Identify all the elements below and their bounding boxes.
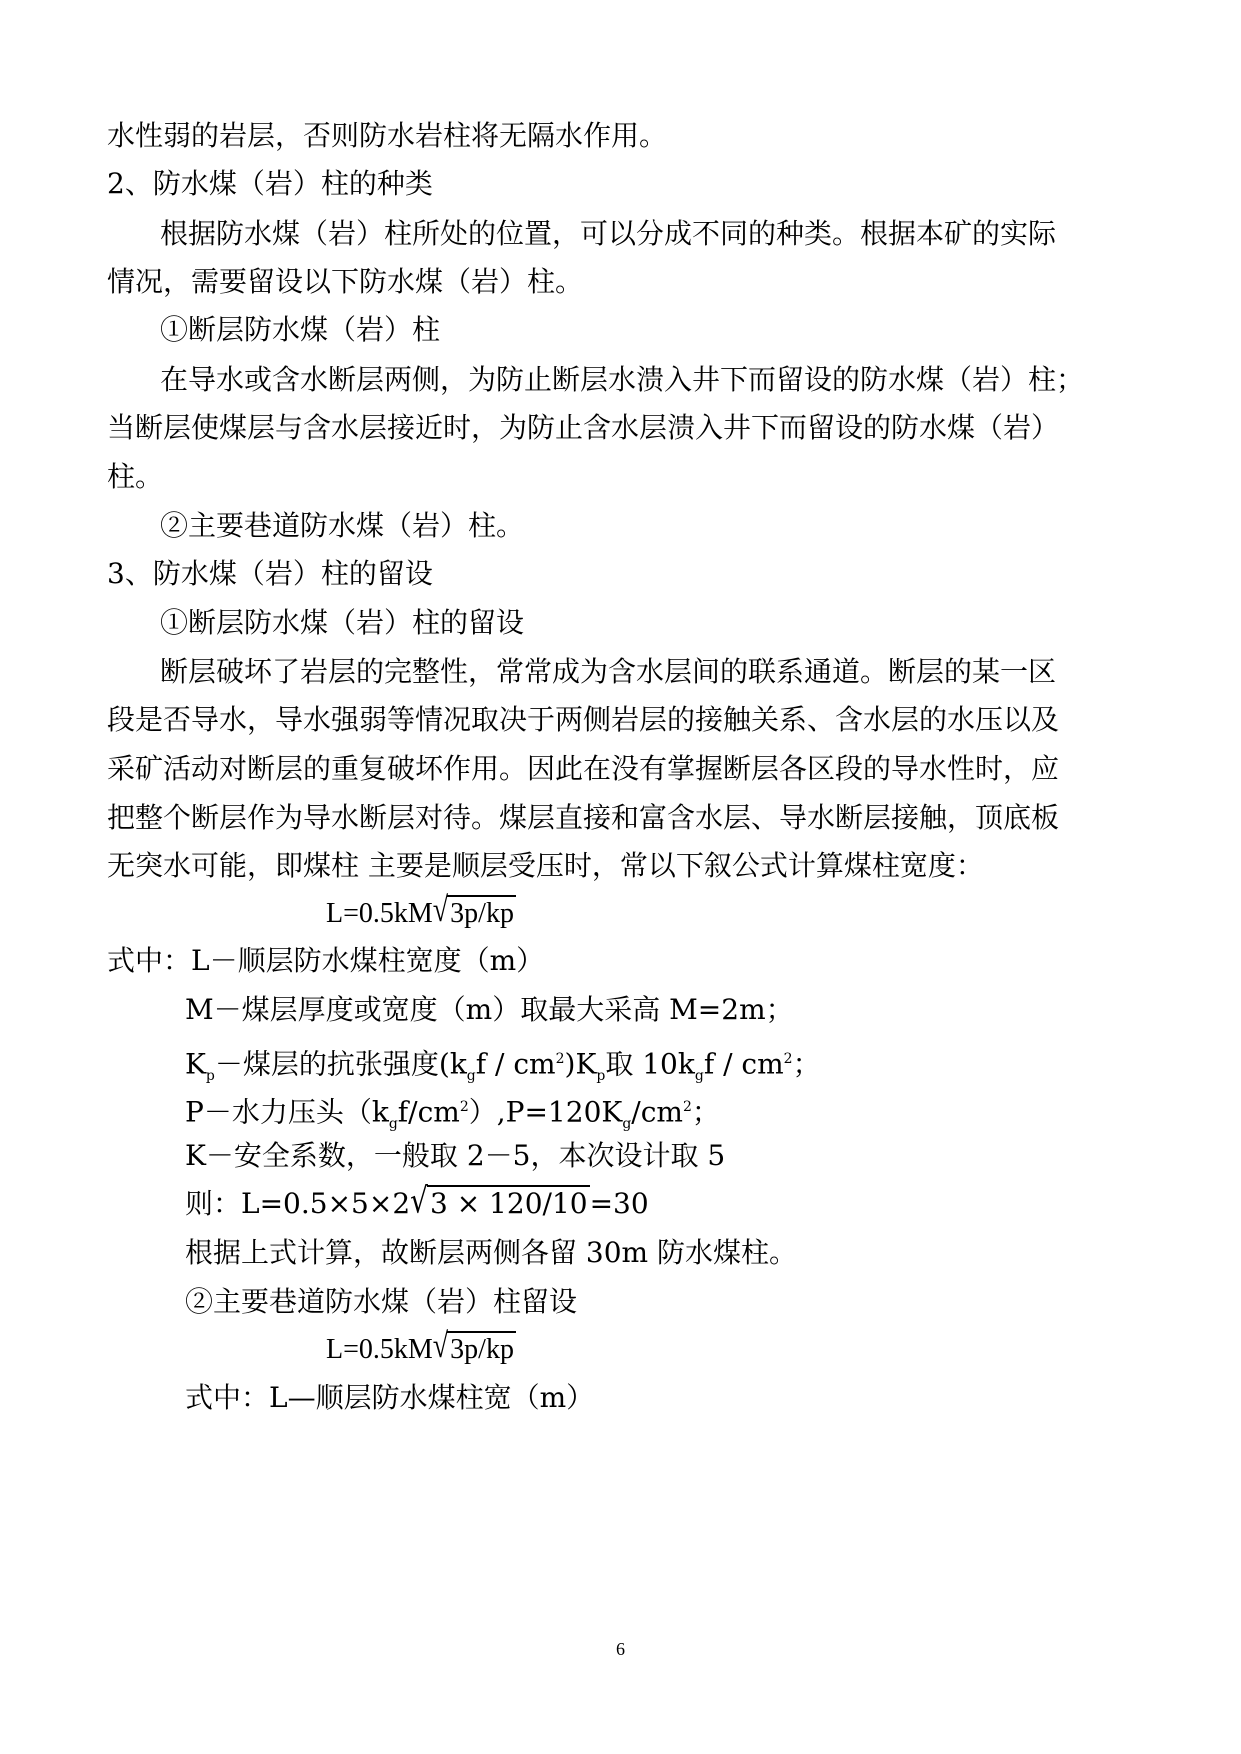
text-line: 水性弱的岩层，否则防水岩柱将无隔水作用。 <box>107 119 668 152</box>
unit-sup2: 2 <box>783 1051 793 1067</box>
subheading: ①断层防水煤（岩）柱 <box>160 313 441 346</box>
unit-sup: 2 <box>459 1099 469 1115</box>
formula-radicand: 3p/kp <box>447 895 516 931</box>
kp-unit: f / cm <box>475 1047 556 1081</box>
kp-end: ； <box>792 1047 821 1081</box>
radical-sign: √ <box>410 1179 428 1221</box>
text-line: 断层破坏了岩层的完整性，常常成为含水层间的联系通道。断层的某一区 <box>160 655 1057 688</box>
text-line: 段是否导水，导水强弱等情况取决于两侧岩层的接触关系、含水层的水压以及 <box>107 703 1060 736</box>
kp-unit2: f / cm <box>703 1047 784 1081</box>
k-definition: K－安全系数，一般取 2－5，本次设计取 5 <box>185 1139 726 1172</box>
result-line: 根据上式计算，故断层两侧各留 30m 防水煤柱。 <box>185 1236 797 1269</box>
definition-line: M－煤层厚度或宽度（m）取最大采高 M=2m； <box>185 993 794 1026</box>
calc-radicand: 3 × 120/10 <box>427 1185 590 1221</box>
text-line: 在导水或含水断层两侧，为防止断层水溃入井下而留设的防水煤（岩）柱； <box>160 363 1085 396</box>
kp-k2: )K <box>564 1047 597 1081</box>
subheading: ②主要巷道防水煤（岩）柱。 <box>160 509 525 542</box>
kg-sub: g <box>388 1115 398 1132</box>
calc-prefix: 则：L=0.5×5×2 <box>185 1187 411 1220</box>
kp-sub2: p <box>596 1067 606 1084</box>
formula-prefix: L=0.5kM <box>326 898 433 929</box>
kg-sub2: g <box>694 1067 704 1084</box>
p-unit: f/cm <box>397 1095 460 1129</box>
section-heading: 2、防水煤（岩）柱的种类 <box>107 167 433 200</box>
p-value: ）,P=120K <box>468 1095 623 1129</box>
calculation <box>185 1179 649 1224</box>
radical-sign: √ <box>432 1327 449 1366</box>
formula-1 <box>326 891 516 934</box>
formula-prefix: L=0.5kM <box>326 1334 433 1365</box>
kp-text: －煤层的抗张强度(k <box>214 1047 467 1081</box>
kp-sub: p <box>205 1067 215 1084</box>
unit-sup: 2 <box>555 1051 565 1067</box>
subheading: ①断层防水煤（岩）柱的留设 <box>160 606 525 639</box>
definition-line: 式中：L－顺层防水煤柱宽度（m） <box>107 944 545 977</box>
subheading: ②主要巷道防水煤（岩）柱留设 <box>185 1285 578 1318</box>
calc-suffix: =30 <box>589 1187 649 1220</box>
text-line: 把整个断层作为导水断层对待。煤层直接和富含水层、导水断层接触，顶底板 <box>107 801 1060 834</box>
kp-value: 取 10k <box>605 1047 695 1081</box>
p-unit2: /cm <box>631 1095 683 1129</box>
text-line: 无突水可能，即煤柱 主要是顺层受压时，常以下叙公式计算煤柱宽度： <box>107 849 984 882</box>
formula-radicand: 3p/kp <box>447 1331 516 1367</box>
formula-2 <box>326 1327 516 1370</box>
p-end: ； <box>691 1095 720 1129</box>
text-line: 柱。 <box>107 460 164 493</box>
kg-sub: g <box>466 1067 476 1084</box>
section-heading: 3、防水煤（岩）柱的留设 <box>107 557 433 590</box>
kp-k: K <box>185 1047 206 1081</box>
radical-sign: √ <box>432 891 449 930</box>
unit-sup2: 2 <box>682 1099 692 1115</box>
definition-line: 式中：L—顺层防水煤柱宽（m） <box>185 1381 595 1414</box>
text-line: 当断层使煤层与含水层接近时，为防止含水层溃入井下而留设的防水煤（岩） <box>107 411 1060 444</box>
p-text: P－水力压头（k <box>185 1095 389 1129</box>
page-number: 6 <box>616 1639 625 1659</box>
kg-sub2: g <box>622 1115 632 1132</box>
text-line: 根据防水煤（岩）柱所处的位置，可以分成不同的种类。根据本矿的实际 <box>160 217 1057 250</box>
text-line: 采矿活动对断层的重复破坏作用。因此在没有掌握断层各区段的导水性时，应 <box>107 752 1060 785</box>
text-line: 情况，需要留设以下防水煤（岩）柱。 <box>107 265 584 298</box>
